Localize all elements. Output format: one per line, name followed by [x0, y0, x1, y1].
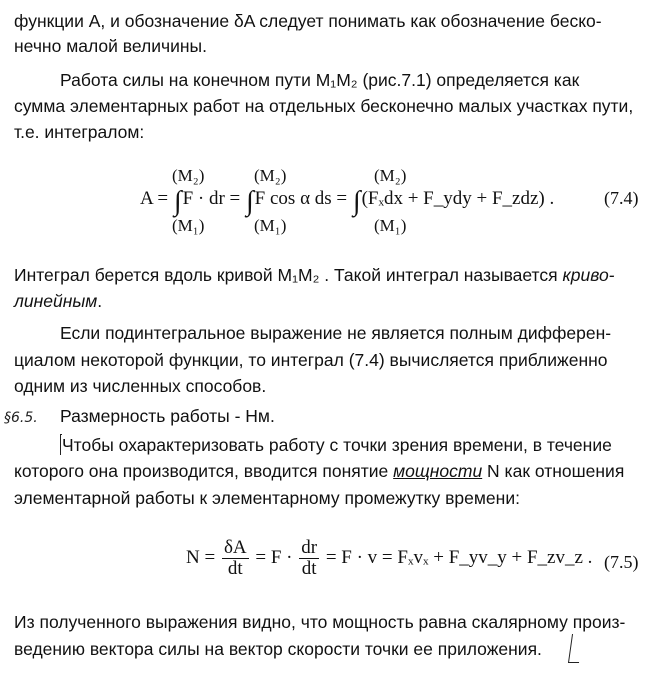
- text-line: ведению вектора силы на вектор скорости точки ее приложения.: [14, 639, 542, 659]
- integral-sign: ∫: [246, 186, 254, 217]
- integral-sign: ∫: [173, 186, 182, 217]
- equation-term: F · dr =: [182, 188, 241, 209]
- text-line: Если подинтегральное выражение не является полным дифферен-: [60, 323, 612, 343]
- text-line: одним из численных способов.: [14, 376, 267, 396]
- text-line: сумма элементарных работ на отдельных бесконечно малых участках пути,: [14, 96, 634, 116]
- term-italic: криво-: [562, 265, 615, 285]
- integral-upper-limit: (M₂): [172, 166, 205, 185]
- fraction-denominator: dt: [301, 558, 317, 579]
- margin-note: §6.5.: [4, 410, 38, 426]
- equation-term: F cos α ds =: [254, 188, 348, 209]
- equation-term: = F ·: [255, 546, 293, 568]
- text-segment: N как отношения: [482, 461, 625, 481]
- term-italic: линейным: [14, 291, 98, 311]
- equation-term: = F · v = Fₓvₓ + F_yv_y + F_zv_z .: [325, 546, 593, 568]
- text-line: [14, 264, 650, 286]
- text-line: Из полученного выражения видно, что мощность равна скалярному произ-: [14, 612, 626, 632]
- fraction: [222, 538, 249, 579]
- integral-lower-limit: (M₁): [254, 216, 287, 235]
- integral-upper-limit: (M₂): [374, 166, 407, 185]
- text-segment: Интеграл берется вдоль кривой M₁M₂ . Такой интеграл называется: [14, 265, 558, 285]
- integral-sign: ∫: [352, 186, 361, 217]
- equation-lhs: A =: [140, 188, 169, 209]
- text-segment: Чтобы охарактеризовать работу с точки зрения времени, в течение: [62, 435, 612, 455]
- equation-number: (7.5): [604, 552, 639, 572]
- equation-number: (7.4): [604, 188, 639, 208]
- integral-upper-limit: (M₂): [254, 166, 287, 185]
- integral-lower-limit: (M₁): [172, 216, 205, 235]
- text-line: [60, 434, 650, 456]
- equation-body: [140, 186, 554, 218]
- text-line: Работа силы на конечном пути M₁M₂ (рис.7.1) определяется как: [60, 70, 580, 90]
- text-segment: .: [97, 291, 103, 311]
- fraction-numerator: dr: [301, 537, 318, 558]
- integral-lower-limit: (M₁): [374, 216, 407, 235]
- equation-7-5: [186, 538, 592, 579]
- equation-term: (Fₓdx + F_ydy + F_zdz) .: [361, 188, 555, 209]
- term-italic: мощности: [393, 461, 483, 481]
- fraction-denominator: dt: [227, 558, 243, 579]
- text-line: элементарной работы к элементарному промежутку времени:: [14, 488, 520, 508]
- text-segment: которого она производится, вводится понятие: [14, 461, 389, 481]
- fraction: [299, 538, 319, 579]
- text-line: функции A, и обозначение δA следует понимать как обозначение беско-: [14, 11, 602, 31]
- text-line: Размерность работы - Нм.: [60, 406, 275, 426]
- text-line: нечно малой величины.: [14, 36, 207, 56]
- text-line: т.е. интегралом:: [14, 122, 145, 142]
- fraction-numerator: δA: [223, 537, 247, 558]
- text-line: [14, 290, 650, 312]
- text-line: циалом некоторой функции, то интеграл (7.4) вычисляется приближенно: [14, 350, 608, 370]
- text-line: [14, 460, 650, 482]
- equation-lhs: N =: [186, 546, 216, 568]
